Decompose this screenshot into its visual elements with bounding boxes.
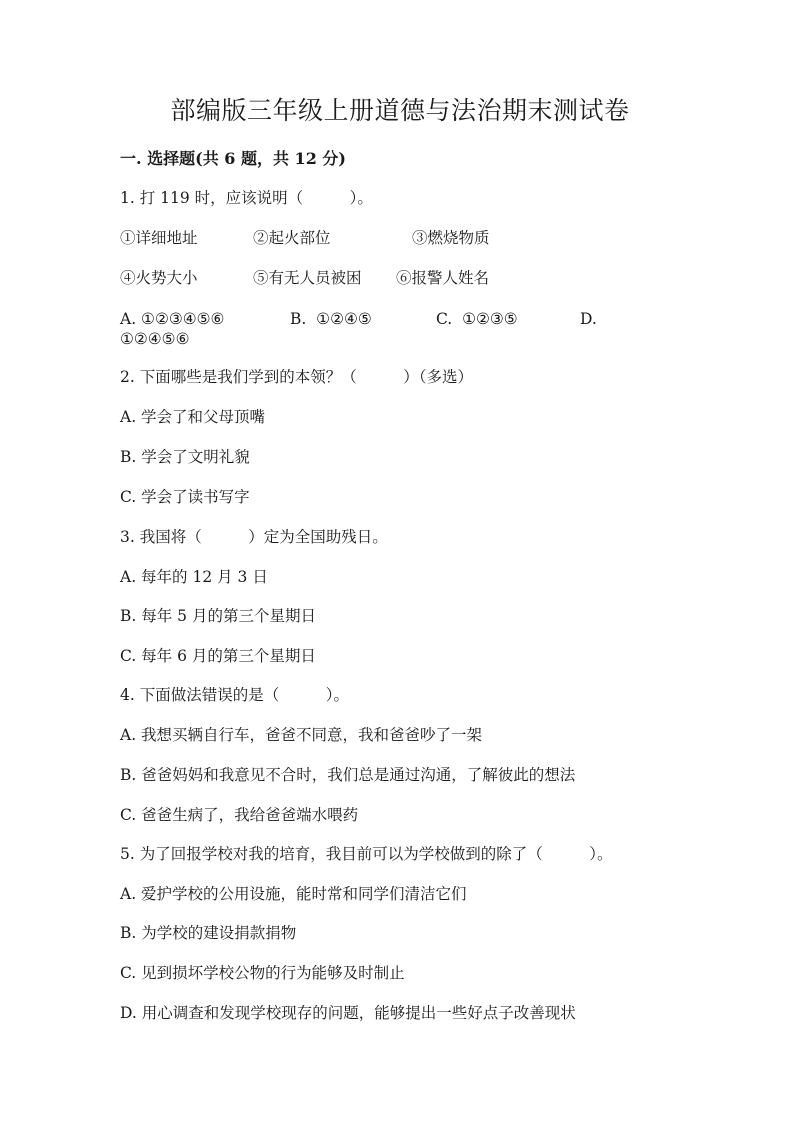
- section-heading: 一. 选择题(共 6 题，共 12 分): [120, 149, 346, 168]
- q1-item-4: ④火势大小: [120, 269, 198, 287]
- q4-option-a: A. 我想买辆自行车，爸爸不同意，我和爸爸吵了一架: [120, 726, 483, 744]
- question-1-stem: 1. 打 119 时，应该说明（ ）。: [120, 189, 373, 207]
- q1-item-5: ⑤有无人员被困: [253, 269, 362, 287]
- q5-option-b: B. 为学校的建设捐款捐物: [120, 924, 297, 942]
- q5-option-c: C. 见到损坏学校公物的行为能够及时制止: [120, 964, 405, 982]
- q1-option-c: C. ①②③⑤: [436, 310, 518, 328]
- q1-option-b: B. ①②④⑤: [290, 310, 372, 328]
- page-title: 部编版三年级上册道德与法治期末测试卷: [170, 96, 630, 125]
- q1-item-3: ③燃烧物质: [412, 229, 490, 247]
- question-3-stem: 3. 我国将（ ）定为全国助残日。: [120, 528, 388, 546]
- q1-option-d: D.: [580, 310, 597, 328]
- q2-option-b: B. 学会了文明礼貌: [120, 448, 250, 466]
- question-2-stem: 2. 下面哪些是我们学到的本领？（ ）（多选）: [120, 368, 473, 386]
- q1-item-2: ②起火部位: [253, 229, 331, 247]
- q5-option-d: D. 用心调查和发现学校现存的问题，能够提出一些好点子改善现状: [120, 1004, 576, 1022]
- q3-option-a: A. 每年的 12 月 3 日: [120, 568, 268, 586]
- q4-option-c: C. 爸爸生病了，我给爸爸端水喂药: [120, 806, 359, 824]
- q3-option-b: B. 每年 5 月的第三个星期日: [120, 607, 316, 625]
- q2-option-a: A. 学会了和父母顶嘴: [120, 408, 266, 426]
- q1-item-6: ⑥报警人姓名: [396, 269, 490, 287]
- question-4-stem: 4. 下面做法错误的是（ ）。: [120, 686, 349, 704]
- q1-item-1: ①详细地址: [120, 229, 198, 247]
- q2-option-c: C. 学会了读书写字: [120, 488, 250, 506]
- q3-option-c: C. 每年 6 月的第三个星期日: [120, 647, 316, 665]
- question-5-stem: 5. 为了回报学校对我的培育，我目前可以为学校做到的除了（ ）。: [120, 845, 613, 863]
- q1-option-a: A. ①②③④⑤⑥: [120, 310, 225, 328]
- q5-option-a: A. 爱护学校的公用设施，能时常和同学们清洁它们: [120, 885, 467, 903]
- q4-option-b: B. 爸爸妈妈和我意见不合时，我们总是通过沟通，了解彼此的想法: [120, 766, 576, 784]
- q1-option-d-text: ①②④⑤⑥: [120, 330, 190, 348]
